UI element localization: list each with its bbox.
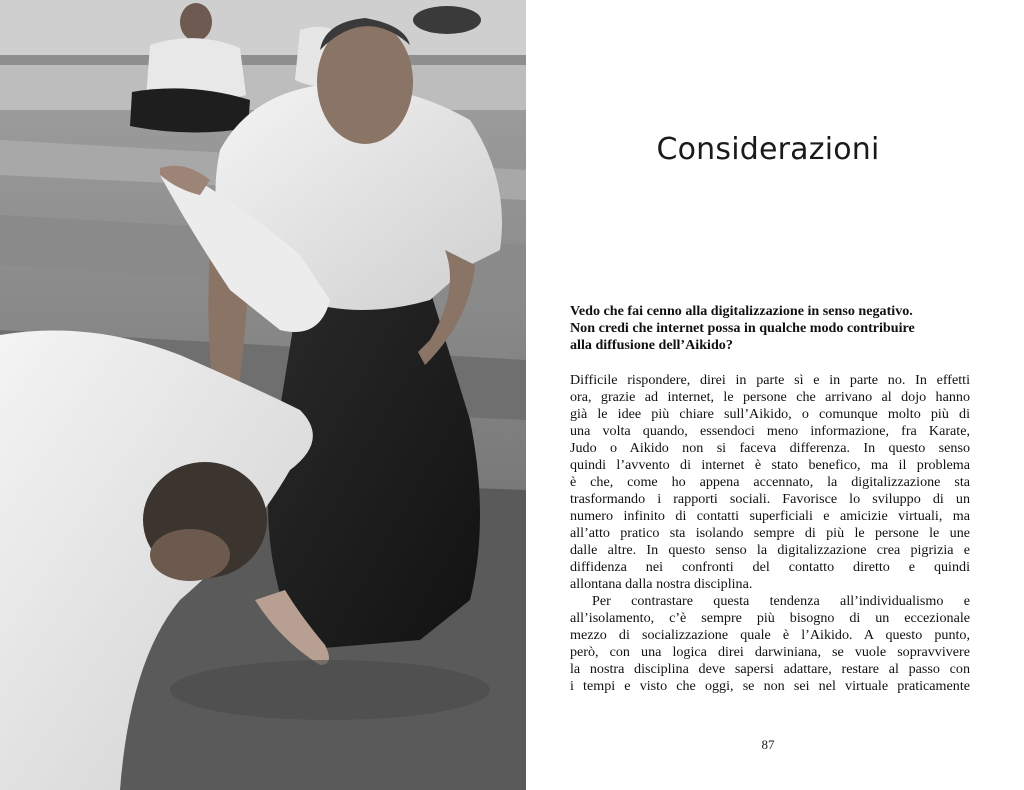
- answer-line: quindi l’avvento di internet è stato benefico, ma il problema: [570, 457, 970, 473]
- answer-line: ora, grazie ad internet, le persone che arrivano al dojo hanno: [570, 389, 970, 405]
- answer-line: i tempi e visto che oggi, se non sei nel virtuale praticamente: [570, 678, 970, 694]
- answer-line: già le idee più chiare sull’Aikido, o comunque molto più di: [570, 406, 970, 422]
- chapter-title: Considerazioni: [656, 132, 880, 167]
- text-page: [526, 0, 1024, 790]
- answer-line: numero infinito di contatti superficiali e amicizie virtuali, ma: [570, 508, 970, 524]
- answer-line: Per contrastare questa tendenza all’individualismo e: [592, 593, 970, 609]
- answer-line: all’isolamento, c’è sempre più bisogno di un eccezionale: [570, 610, 970, 626]
- answer-line: una volta quando, essendoci meno informazione, fra Karate,: [570, 423, 970, 439]
- question-line: alla diffusione dell’Aikido?: [570, 337, 733, 353]
- question-line: Vedo che fai cenno alla digitalizzazione in senso negativo.: [570, 303, 913, 319]
- interview-answer: [570, 372, 970, 695]
- answer-line: mezzo di socializzazione quale è l’Aikido. A questo punto,: [570, 627, 970, 643]
- answer-line: però, con una logica direi darwiniana, se vuole sopravvivere: [570, 644, 970, 660]
- answer-line: allontana dalla nostra disciplina.: [570, 576, 753, 592]
- page-number: 87: [761, 737, 775, 752]
- answer-line: Difficile rispondere, direi in parte sì e in parte no. In effetti: [570, 372, 970, 388]
- answer-line: è che, come ho appena accennato, la digitalizzazione sta: [570, 474, 970, 490]
- interview-question: [570, 303, 970, 354]
- question-line: Non credi che internet possa in qualche modo contribuire: [570, 320, 915, 336]
- answer-line: diffidenza nei confronti del contatto diretto e quindi: [570, 559, 970, 575]
- answer-line: Judo o Aikido non si faceva differenza. In questo senso: [570, 440, 970, 456]
- answer-line: la nostra disciplina deve sapersi adattare, restare al passo con: [570, 661, 970, 677]
- answer-line: all’atto pratico sta isolando sempre di più le persone le une: [570, 525, 970, 541]
- answer-line: trasformando i rapporti sociali. Favorisce lo sviluppo di un: [570, 491, 970, 507]
- answer-line: dalle altre. In questo senso la digitalizzazione crea pigrizia e: [570, 542, 970, 558]
